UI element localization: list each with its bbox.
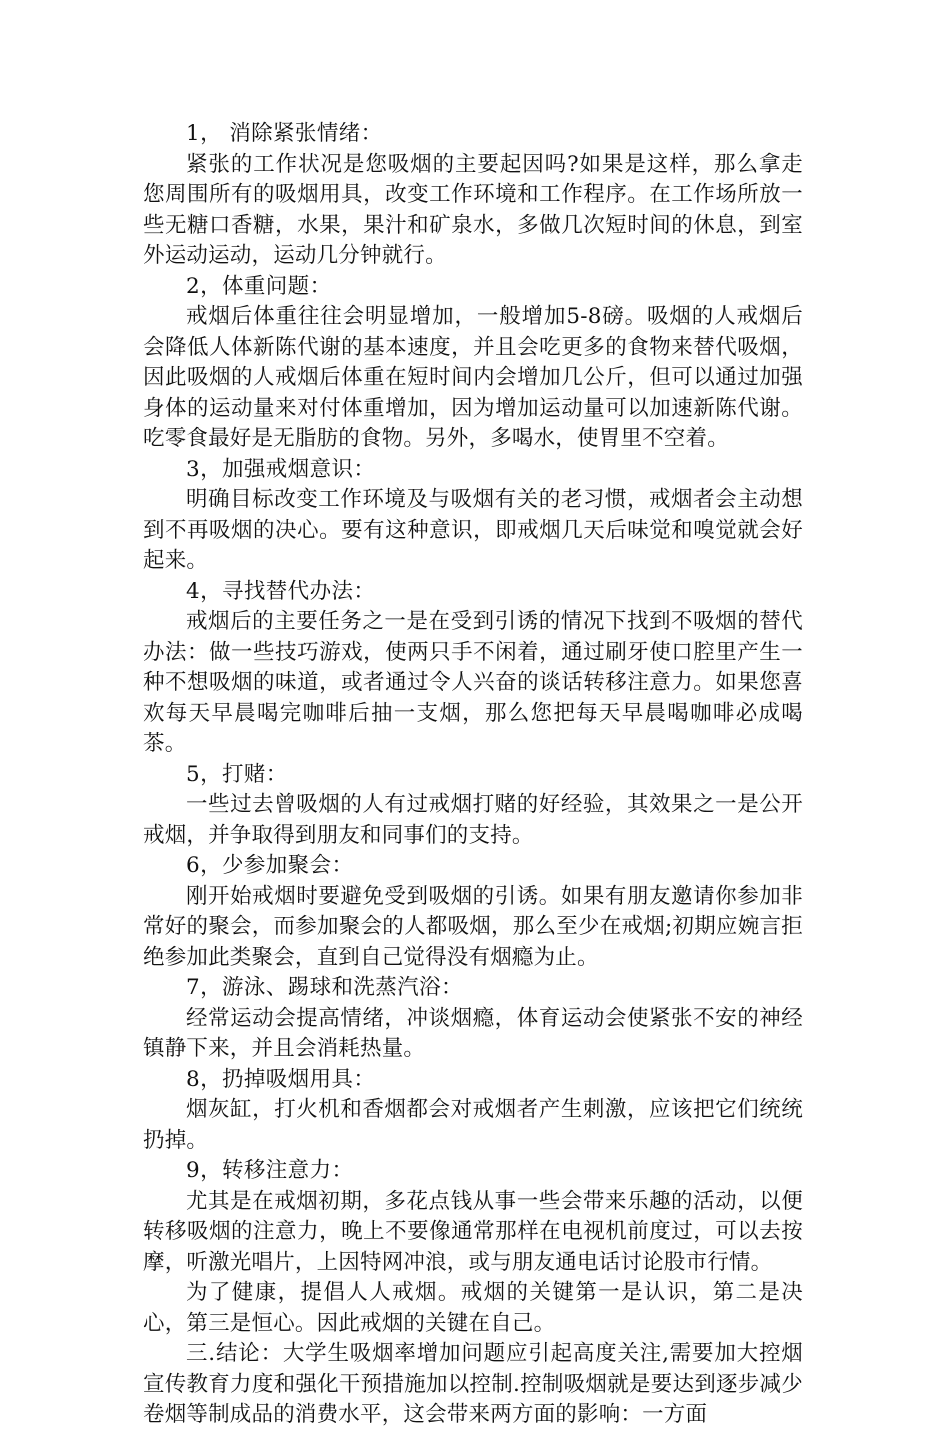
section-2 bbox=[143, 272, 803, 455]
section-body: 戒烟后体重往往会明显增加，一般增加5-8磅。吸烟的人戒烟后会降低人体新陈代谢的基本速度，并且会吃更多的食物来替代吸烟，因此吸烟的人戒烟后体重在短时间内会增加几公斤，但可以通过加强身体的运动量来对付体重增加，因为增加运动量可以加速新陈代谢。吃零食最好是无脂肪的食物。另外，多喝水，使胃里不空着。 bbox=[143, 304, 803, 451]
section-body: 烟灰缸，打火机和香烟都会对戒烟者产生刺激，应该把它们统统扔掉。 bbox=[143, 1097, 803, 1153]
document-page bbox=[143, 119, 803, 1431]
section-body: 经常运动会提高情绪，冲谈烟瘾，体育运动会使紧张不安的神经镇静下来，并且会消耗热量。 bbox=[143, 1005, 803, 1061]
section-body: 明确目标改变工作环境及与吸烟有关的老习惯，戒烟者会主动想到不再吸烟的决心。要有这种意识，即戒烟几天后味觉和嗅觉就会好起来。 bbox=[143, 487, 803, 573]
section-5 bbox=[143, 760, 803, 852]
section-heading: 3，加强戒烟意识： bbox=[186, 456, 376, 482]
section-9 bbox=[143, 1156, 803, 1278]
section-heading: 4，寻找替代办法： bbox=[186, 578, 376, 604]
section-heading: 6，少参加聚会： bbox=[186, 853, 354, 878]
section-body: 尤其是在戒烟初期，多花点钱从事一些会带来乐趣的活动，以便转移吸烟的注意力，晚上不要像通常那样在电视机前度过，可以去按摩，听激光唱片，上因特网冲浪，或与朋友通电话讨论股市行情。 bbox=[143, 1188, 803, 1275]
section-heading: 9，转移注意力： bbox=[186, 1158, 354, 1183]
section-6 bbox=[143, 851, 803, 973]
section-heading: 7，游泳、踢球和洗蒸汽浴： bbox=[186, 975, 463, 1000]
section-8 bbox=[143, 1065, 803, 1157]
section-body: 刚开始戒烟时要避免受到吸烟的引诱。如果有朋友邀请你参加非常好的聚会，而参加聚会的人都吸烟，那么至少在戒烟;初期应婉言拒绝参加此类聚会，直到自己觉得没有烟瘾为止。 bbox=[143, 883, 803, 970]
section-4 bbox=[143, 577, 803, 760]
conclusion-paragraph: 三.结论：大学生吸烟率增加问题应引起高度关注,需要加大控烟宣传教育力度和强化干预措施加以控制.控制吸烟就是要达到逐步减少卷烟等制成品的消费水平，这会带来两方面的影响：一方面 bbox=[143, 1341, 803, 1427]
section-heading: 5，打赌： bbox=[186, 761, 288, 787]
section-1 bbox=[143, 119, 803, 272]
section-heading: 8，扔掉吸烟用具： bbox=[186, 1066, 376, 1092]
closing-paragraph: 为了健康，提倡人人戒烟。戒烟的关键第一是认识，第二是决心，第三是恒心。因此戒烟的关键在自己。 bbox=[143, 1280, 803, 1336]
section-body: 一些过去曾吸烟的人有过戒烟打赌的好经验，其效果之一是公开戒烟，并争取得到朋友和同事们的支持。 bbox=[143, 792, 803, 848]
section-body: 戒烟后的主要任务之一是在受到引诱的情况下找到不吸烟的替代办法：做一些技巧游戏，使两只手不闲着，通过刷牙使口腔里产生一种不想吸烟的味道，或者通过令人兴奋的谈话转移注意力。如果您喜欢每天早晨喝完咖啡后抽一支烟，那么您把每天早晨喝咖啡必成喝茶。 bbox=[143, 609, 803, 756]
section-3 bbox=[143, 455, 803, 577]
section-heading: 1， 消除紧张情绪： bbox=[186, 121, 383, 146]
section-body: 紧张的工作状况是您吸烟的主要起因吗?如果是这样，那么拿走您周围所有的吸烟用具，改变工作环境和工作程序。在工作场所放一些无糖口香糖，水果，果汁和矿泉水，多做几次短时间的休息，到室外运动运动，运动几分钟就行。 bbox=[143, 151, 803, 268]
section-heading: 2，体重问题： bbox=[186, 273, 332, 299]
section-7 bbox=[143, 973, 803, 1065]
